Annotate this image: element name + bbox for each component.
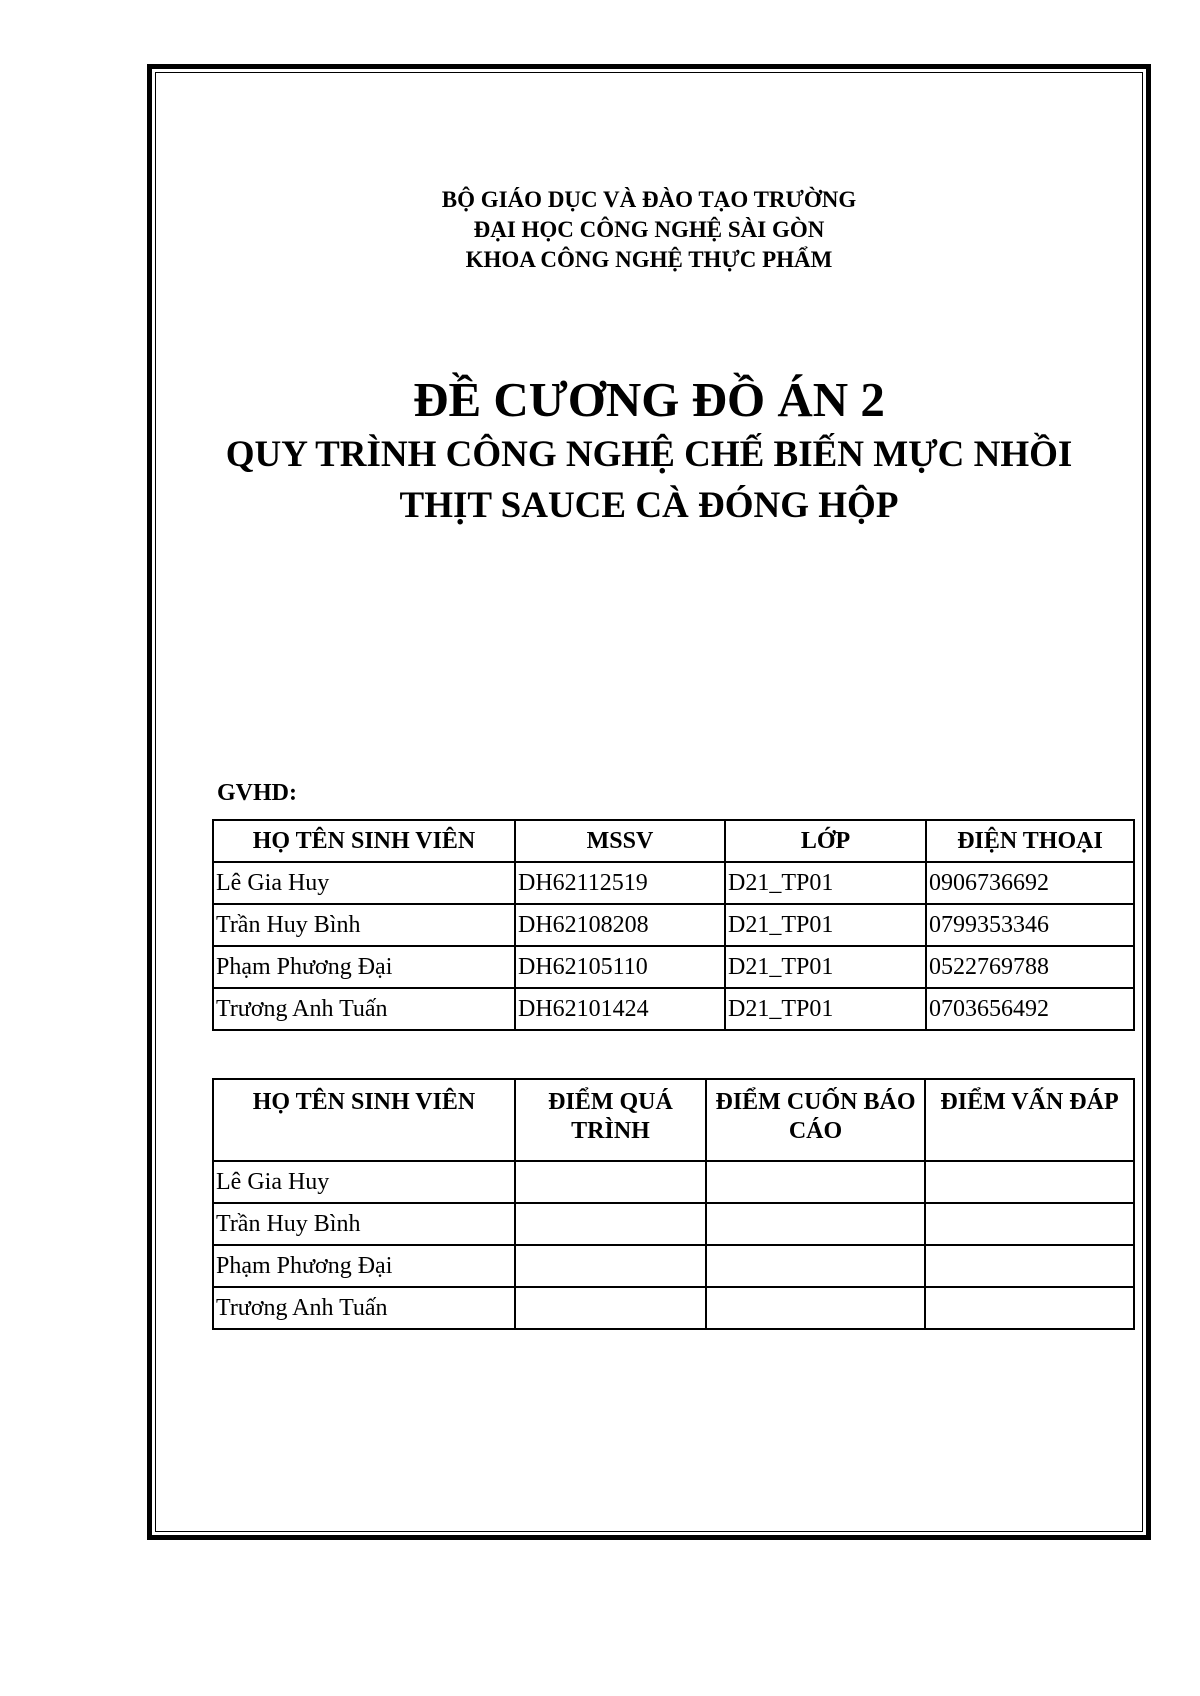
student-id: DH62101424 [515,988,725,1030]
student-phone: 0522769788 [926,946,1134,988]
student-name: Phạm Phương Đại [213,946,515,988]
student-name: Trương Anh Tuấn [213,988,515,1030]
student-phone: 0799353346 [926,904,1134,946]
student-name: Phạm Phương Đại [213,1245,515,1287]
student-name: Trần Huy Bình [213,1203,515,1245]
student-class: D21_TP01 [725,946,926,988]
header-student-id: MSSV [515,820,725,862]
student-name: Trần Huy Bình [213,904,515,946]
students-table [212,819,1135,1031]
table-header-row [213,1079,1134,1161]
student-phone: 0906736692 [926,862,1134,904]
document-title: ĐỀ CƯƠNG ĐỒ ÁN 2 [413,372,885,427]
faculty-line: KHOA CÔNG NGHỆ THỰC PHẨM [465,247,833,272]
report-score-cell [706,1287,925,1329]
institution-header [147,185,1151,275]
process-score-cell [515,1245,706,1287]
header-report-score: ĐIỂM CUỐN BÁO CÁO [706,1079,925,1161]
advisor-label: GVHD: [217,780,297,806]
table-row [213,1287,1134,1329]
table-row [213,904,1134,946]
report-score-cell [706,1245,925,1287]
header-phone: ĐIỆN THOẠI [926,820,1134,862]
header-oral-score: ĐIỂM VẤN ĐÁP [925,1079,1134,1161]
header-student-name: HỌ TÊN SINH VIÊN [213,1079,515,1161]
student-phone: 0703656492 [926,988,1134,1030]
university-line: ĐẠI HỌC CÔNG NGHỆ SÀI GÒN [473,217,825,242]
student-name: Lê Gia Huy [213,1161,515,1203]
student-class: D21_TP01 [725,988,926,1030]
student-id: DH62105110 [515,946,725,988]
process-score-cell [515,1203,706,1245]
header-class: LỚP [725,820,926,862]
student-id: DH62108208 [515,904,725,946]
table-row [213,1203,1134,1245]
project-subtitle [147,429,1151,531]
header-process-score: ĐIỂM QUÁ TRÌNH [515,1079,706,1161]
table-row [213,946,1134,988]
subtitle-line-1: QUY TRÌNH CÔNG NGHỆ CHẾ BIẾN MỰC NHỒI [225,434,1073,475]
report-score-cell [706,1161,925,1203]
table-row [213,1161,1134,1203]
student-id: DH62112519 [515,862,725,904]
oral-score-cell [925,1203,1134,1245]
table-header-row [213,820,1134,862]
process-score-cell [515,1287,706,1329]
table-row [213,1245,1134,1287]
table-row [213,862,1134,904]
process-score-cell [515,1161,706,1203]
table-row [213,988,1134,1030]
student-class: D21_TP01 [725,904,926,946]
oral-score-cell [925,1245,1134,1287]
oral-score-cell [925,1287,1134,1329]
student-class: D21_TP01 [725,862,926,904]
student-name: Trương Anh Tuấn [213,1287,515,1329]
report-score-cell [706,1203,925,1245]
student-name: Lê Gia Huy [213,862,515,904]
subtitle-line-2: THỊT SAUCE CÀ ĐÓNG HỘP [399,485,899,526]
header-student-name: HỌ TÊN SINH VIÊN [213,820,515,862]
oral-score-cell [925,1161,1134,1203]
ministry-line: BỘ GIÁO DỤC VÀ ĐÀO TẠO TRƯỜNG [441,187,857,212]
grades-table [212,1078,1135,1330]
